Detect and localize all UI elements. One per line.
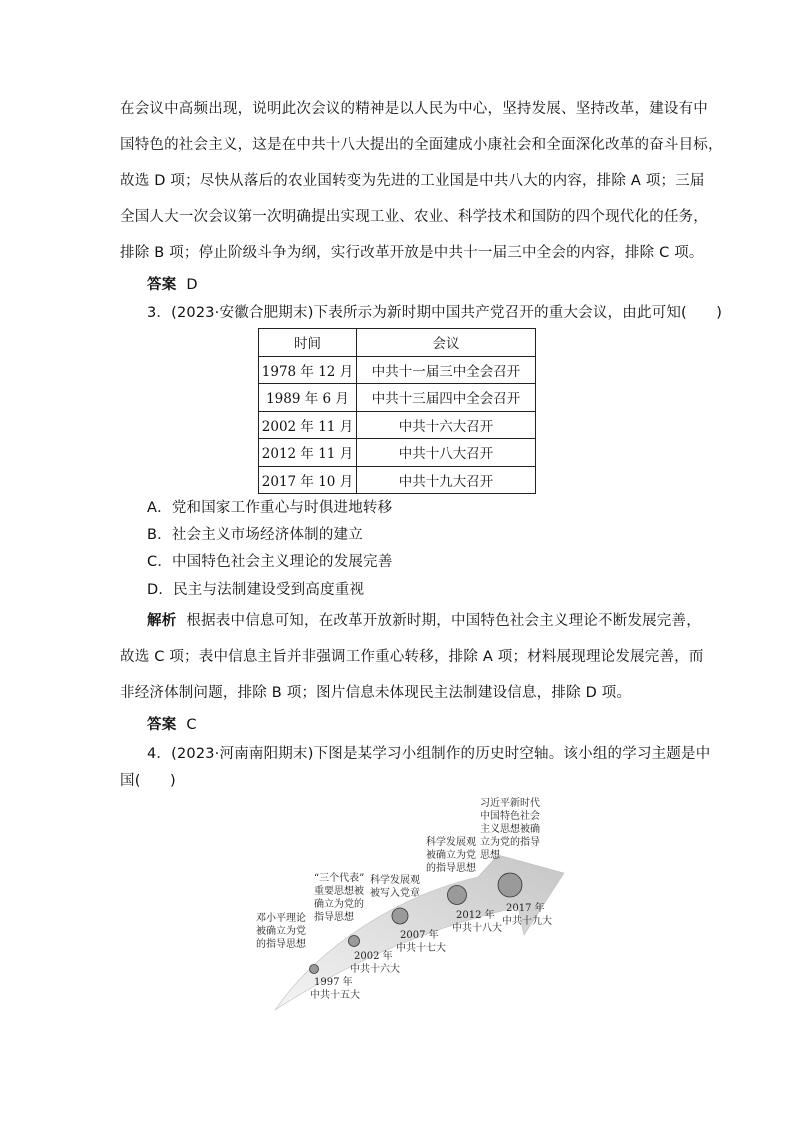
q3-stem: 3．(2023·安徽合肥期末)下表所示为新时期中国共产党召开的重大会议，由此可知( ) [147,305,723,321]
answer-line [147,275,198,295]
timeline-event-label: 中国特色社会 [480,811,540,822]
intro-line: 故选 D 项；尽快从落后的农业国转变为先进的工业国是中共八大的内容，排除 A 项；三届 [120,173,705,189]
header-meeting: 会议 [357,329,536,357]
timeline-event-label: 科学发展观 [370,875,420,886]
timeline-node [498,873,522,897]
timeline-event-label: 被确立为党 [426,850,476,861]
timeline-event-label: 确立为党的 [314,899,364,910]
cell-time: 2012 年 11 月 [259,439,357,467]
timeline-event-label: 思想 [480,850,500,861]
timeline-year: 1997 年 [314,977,353,988]
timeline-node [448,886,467,905]
timeline-congress: 中共十八大 [452,923,502,934]
timeline-event-label: 主义思想被确 [480,824,540,835]
timeline-year: 2002 年 [354,951,393,962]
intro-line: 在会议中高频出现，说明此次会议的精神是以人民为中心，坚持发展、坚持改革，建设有中 [120,101,708,117]
analysis-label: 解析 [147,613,177,629]
table-header-row [259,329,536,357]
table-row [259,439,536,467]
timeline-node [310,965,319,974]
answer-label: 答案 [147,277,177,293]
cell-time: 2002 年 11 月 [259,411,357,439]
timeline-congress: 中共十七大 [396,943,446,954]
q3-option-c: C．中国特色社会主义理论的发展完善 [147,554,393,570]
answer-value: D [186,277,198,293]
timeline-event-label: 邓小平理论 [256,913,306,924]
timeline-event-label: 科学发展观 [426,837,476,848]
timeline-event-label: 被确立为党 [256,926,306,937]
timeline-event-label: 立为党的指导 [480,837,540,848]
answer-value: C [186,717,197,733]
timeline-year: 2017 年 [506,903,545,914]
intro-line: 全国人大一次会议第一次明确提出实现工业、农业、科学技术和国防的四个现代化的任务， [120,209,708,225]
q4-stem-line: 国( ) [120,773,176,789]
table-row [259,384,536,412]
meetings-table [258,328,536,494]
cell-meeting: 中共十八大召开 [357,439,536,467]
cell-time: 1989 年 6 月 [259,384,357,412]
timeline-event-label: 的指导思想 [426,863,476,874]
cell-meeting: 中共十一届三中全会召开 [357,356,536,384]
timeline-year: 2007 年 [400,930,439,941]
header-time: 时间 [259,329,357,357]
timeline-event-label: 指导思想 [314,912,354,923]
cell-meeting: 中共十六大召开 [357,411,536,439]
q3-option-d: D．民主与法制建设受到高度重视 [147,582,365,598]
cell-meeting: 中共十三届四中全会召开 [357,384,536,412]
answer-label: 答案 [147,717,177,733]
table-row [259,466,536,494]
answer-line [147,715,197,735]
timeline-event-label: 重要思想被 [314,886,364,897]
intro-line: 国特色的社会主义，这是在中共十八大提出的全面建成小康社会和全面深化改革的奋斗目标， [120,137,723,153]
q4-stem-line: 4．(2023·河南南阳期末)下图是某学习小组制作的历史时空轴。该小组的学习主题是中 [147,746,711,762]
q3-option-a: A．党和国家工作重心与时俱进地转移 [147,500,393,516]
timeline-event-label: “三个代表” [314,873,365,884]
timeline-year: 2012 年 [456,910,495,921]
q3-option-b: B．社会主义市场经济体制的建立 [147,527,363,543]
timeline-event-label: 被写入党章 [370,888,420,899]
timeline-congress: 中共十九大 [502,916,552,927]
analysis-text: 根据表中信息可知，在改革开放新时期，中国特色社会主义理论不断发展完善， [186,613,701,629]
q3-analysis-line: 非经济体制问题，排除 B 项；图片信息未体现民主法制建设信息，排除 D 项。 [120,685,632,701]
q3-analysis-line: 故选 C 项；表中信息主旨并非强调工作重心转移，排除 A 项；材料展现理论发展完善，而 [120,649,704,665]
table-row [259,356,536,384]
cell-meeting: 中共十九大召开 [357,466,536,494]
cell-time: 1978 年 12 月 [259,356,357,384]
intro-line: 排除 B 项；停止阶级斗争为纲，实行改革开放是中共十一届三中全会的内容，排除 C 项。 [120,245,704,261]
timeline-node [349,936,360,947]
table-row [259,411,536,439]
timeline-event-label: 的指导思想 [256,939,306,950]
q3-analysis-line [147,611,701,631]
cell-time: 2017 年 10 月 [259,466,357,494]
timeline-node [392,908,408,924]
timeline-event-label: 习近平新时代 [480,798,540,809]
timeline-congress: 中共十五大 [310,990,360,1001]
history-timeline [250,795,570,1015]
timeline-congress: 中共十六大 [350,964,400,975]
